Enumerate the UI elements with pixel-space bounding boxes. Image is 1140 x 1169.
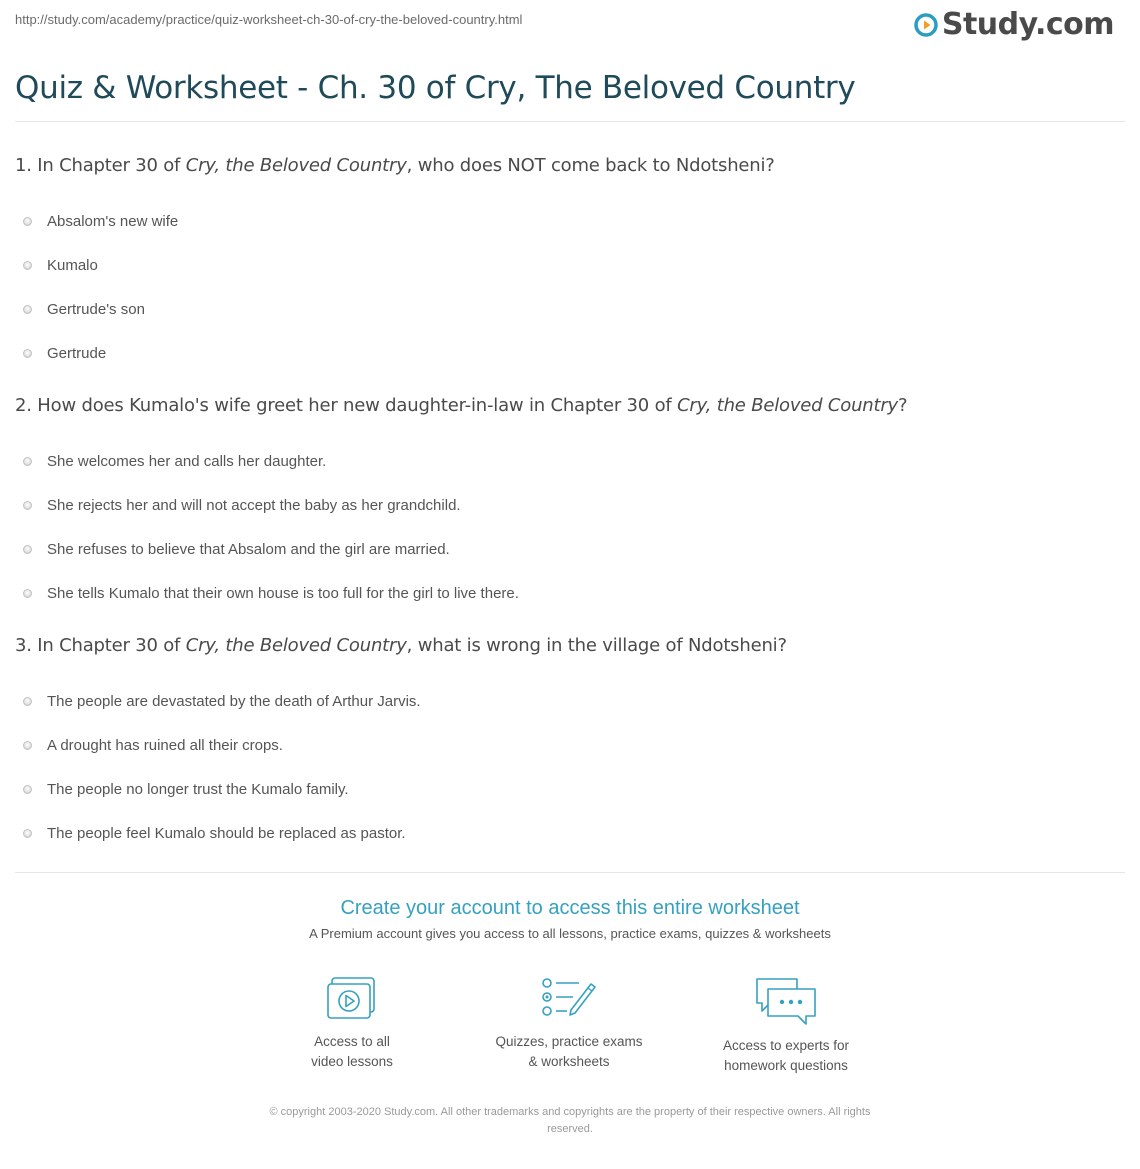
answer-option[interactable]: She refuses to believe that Absalom and the girl are married. xyxy=(15,527,1125,571)
radio-button[interactable] xyxy=(23,589,32,598)
radio-button[interactable] xyxy=(23,457,32,466)
footer-line: reserved. xyxy=(547,1123,593,1135)
page-title: Quiz & Worksheet - Ch. 30 of Cry, The Beloved Country xyxy=(15,70,856,106)
answer-option[interactable]: She tells Kumalo that their own house is too full for the girl to live there. xyxy=(15,571,1125,615)
cta-title[interactable]: Create your account to access this entire worksheet xyxy=(340,897,800,919)
feature-label-line: & worksheets xyxy=(528,1054,610,1069)
feature-label-line: video lessons xyxy=(311,1054,393,1069)
feature-video-lessons xyxy=(252,976,452,1072)
chat-bubbles-icon xyxy=(754,976,818,1026)
answer-option[interactable]: The people no longer trust the Kumalo family. xyxy=(15,767,1125,811)
radio-button[interactable] xyxy=(23,697,32,706)
radio-button[interactable] xyxy=(23,261,32,270)
feature-label-line: homework questions xyxy=(724,1058,848,1073)
question-2 xyxy=(15,395,1125,615)
answer-option[interactable]: She rejects her and will not accept the baby as her grandchild. xyxy=(15,483,1125,527)
radio-button[interactable] xyxy=(23,741,32,750)
answer-option[interactable]: Kumalo xyxy=(15,243,1125,287)
feature-quizzes xyxy=(469,976,669,1072)
question-text: 3. In Chapter 30 of Cry, the Beloved Country, what is wrong in the village of Ndotsheni? xyxy=(15,635,787,656)
answer-option[interactable]: The people are devastated by the death of Arthur Jarvis. xyxy=(15,679,1125,723)
answer-list xyxy=(15,679,1125,855)
radio-button[interactable] xyxy=(23,545,32,554)
radio-button[interactable] xyxy=(23,349,32,358)
play-circle-icon xyxy=(914,13,938,37)
answer-option[interactable]: The people feel Kumalo should be replaced as pastor. xyxy=(15,811,1125,855)
answer-option[interactable]: Absalom's new wife xyxy=(15,199,1125,243)
question-1 xyxy=(15,155,1125,375)
divider xyxy=(15,121,1125,122)
answer-list xyxy=(15,439,1125,615)
answer-option[interactable]: Gertrude xyxy=(15,331,1125,375)
quiz-checklist-icon xyxy=(541,976,597,1022)
footer-line: © copyright 2003-2020 Study.com. All other trademarks and copyrights are the property of their respective owners. All rights xyxy=(269,1106,871,1118)
page-url: http://study.com/academy/practice/quiz-worksheet-ch-30-of-cry-the-beloved-country.html xyxy=(15,12,523,27)
divider xyxy=(15,872,1125,873)
cta-subtitle: A Premium account gives you access to all lessons, practice exams, quizzes & worksheets xyxy=(309,926,831,941)
answer-option[interactable]: A drought has ruined all their crops. xyxy=(15,723,1125,767)
question-text: 2. How does Kumalo's wife greet her new daughter-in-law in Chapter 30 of Cry, the Beloved Country? xyxy=(15,395,908,416)
radio-button[interactable] xyxy=(23,829,32,838)
radio-button[interactable] xyxy=(23,785,32,794)
radio-button[interactable] xyxy=(23,501,32,510)
feature-label-line: Quizzes, practice exams xyxy=(495,1034,643,1049)
feature-label-line: Access to experts for xyxy=(722,1038,850,1053)
feature-label-line: Access to all xyxy=(314,1034,390,1049)
logo-text: Study.com xyxy=(941,7,1114,42)
video-lessons-icon xyxy=(326,976,378,1022)
answer-list xyxy=(15,199,1125,375)
question-text: 1. In Chapter 30 of Cry, the Beloved Country, who does NOT come back to Ndotsheni? xyxy=(15,155,775,176)
question-3 xyxy=(15,635,1125,855)
radio-button[interactable] xyxy=(23,305,32,314)
answer-option[interactable]: She welcomes her and calls her daughter. xyxy=(15,439,1125,483)
feature-experts xyxy=(686,976,886,1076)
radio-button[interactable] xyxy=(23,217,32,226)
study-logo[interactable] xyxy=(914,7,1114,42)
copyright-footer xyxy=(200,1104,940,1138)
answer-option[interactable]: Gertrude's son xyxy=(15,287,1125,331)
